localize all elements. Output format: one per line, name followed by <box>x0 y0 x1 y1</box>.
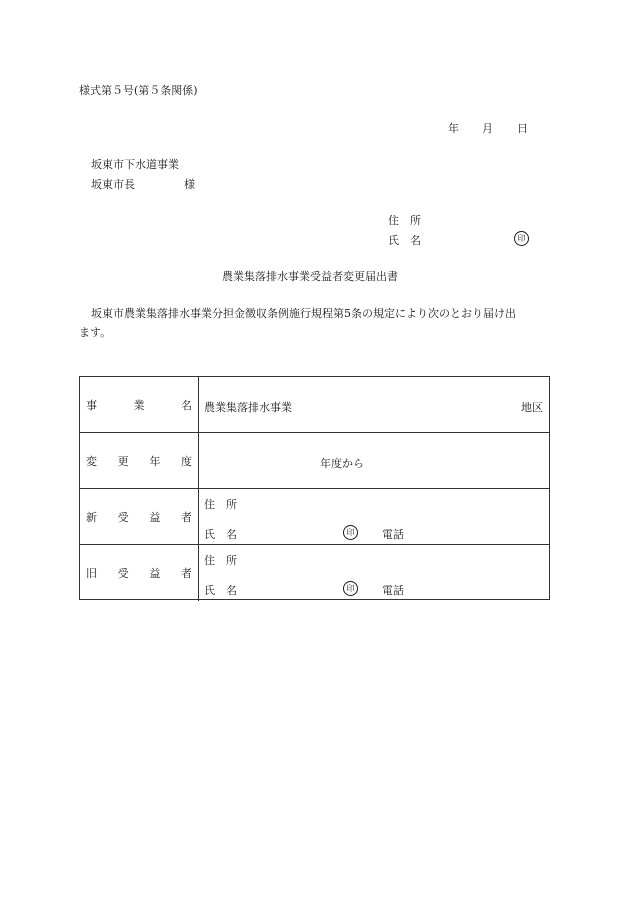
applicant-address-label: 住 所 <box>388 214 421 227</box>
addressee-honorific: 様 <box>184 178 195 191</box>
row-change-year <box>80 433 549 489</box>
applicant-seal <box>514 231 529 246</box>
new-phone-label: 電話 <box>382 528 404 541</box>
body-line1: 坂東市農業集落排水事業分担金徴収条例施行規程第5条の規定により次のとおり届け出 <box>91 307 516 320</box>
row-old-beneficiary <box>80 545 549 601</box>
date-year: 年 <box>448 122 459 135</box>
seal-mark: 印 <box>343 525 358 540</box>
label-new-beneficiary: 新 受 益 者 <box>80 489 199 544</box>
new-seal <box>343 525 358 540</box>
beneficiary-change-table <box>79 376 550 600</box>
applicant-name-label: 氏 名 <box>388 234 421 247</box>
date-day: 日 <box>517 122 528 135</box>
old-address-label: 住 所 <box>204 554 237 567</box>
seal-mark: 印 <box>343 581 358 596</box>
label-change-year: 変 更 年 度 <box>80 433 199 488</box>
form-number: 様式第５号(第５条関係) <box>79 84 198 97</box>
project-district: 地区 <box>521 401 543 414</box>
date-month: 月 <box>482 122 493 135</box>
old-phone-label: 電話 <box>382 584 404 597</box>
project-name: 農業集落排水事業 <box>204 401 292 414</box>
new-address-label: 住 所 <box>204 498 237 511</box>
label-project: 事 業 名 <box>80 377 199 432</box>
seal-mark: 印 <box>514 231 529 246</box>
addressee-line1: 坂東市下水道事業 <box>91 158 179 171</box>
new-name-label: 氏 名 <box>204 528 237 541</box>
old-seal <box>343 581 358 596</box>
row-project <box>80 377 549 433</box>
body-line2: ます。 <box>79 326 112 339</box>
old-name-label: 氏 名 <box>204 584 237 597</box>
document-title: 農業集落排水事業受益者変更届出書 <box>222 270 398 283</box>
change-year-value: 年度から <box>320 457 364 470</box>
addressee-line2: 坂東市長 <box>91 178 135 191</box>
row-new-beneficiary <box>80 489 549 545</box>
label-old-beneficiary: 旧 受 益 者 <box>80 545 199 601</box>
